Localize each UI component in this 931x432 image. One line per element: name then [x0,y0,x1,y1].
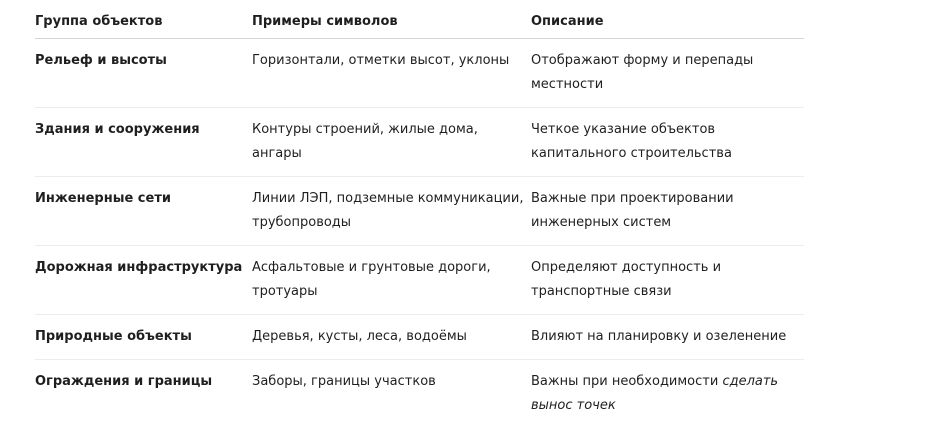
row-description-emphasis: сделать вынос точек [531,374,779,413]
row-group: Дорожная инфраструктура [35,260,243,275]
symbols-table [35,0,804,430]
row-description: Определяют доступность и транспортные связи [531,260,722,299]
table-row [35,315,804,360]
row-examples: Контуры строений, жилые дома, ангары [252,122,478,161]
row-examples: Линии ЛЭП, подземные коммуникации, трубопроводы [252,191,524,230]
header-description: Описание [531,14,604,29]
row-description-text: Важны при необходимости [531,374,723,389]
row-examples: Деревья, кусты, леса, водоёмы [252,329,467,344]
table-row [35,177,804,246]
row-group: Рельеф и высоты [35,53,167,68]
row-examples: Асфальтовые и грунтовые дороги, тротуары [252,260,491,299]
row-examples: Заборы, границы участков [252,374,436,389]
row-description: Важные при проектировании инженерных систем [531,191,734,230]
row-description: Влияют на планировку и озеленение [531,329,787,344]
row-group: Природные объекты [35,329,192,344]
header-group: Группа объектов [35,14,163,29]
table-row [35,246,804,315]
table-header [35,0,804,39]
table-row [35,39,804,108]
row-description: Отображают форму и перепады местности [531,53,754,92]
table-row [35,360,804,430]
row-description: Четкое указание объектов капитального строительства [531,122,732,161]
row-group: Ограждения и границы [35,374,213,389]
header-examples: Примеры символов [252,14,398,29]
table-row [35,108,804,177]
row-group: Инженерные сети [35,191,171,206]
row-description [531,360,804,430]
row-group: Здания и сооружения [35,122,200,137]
row-examples: Горизонтали, отметки высот, уклоны [252,53,510,68]
